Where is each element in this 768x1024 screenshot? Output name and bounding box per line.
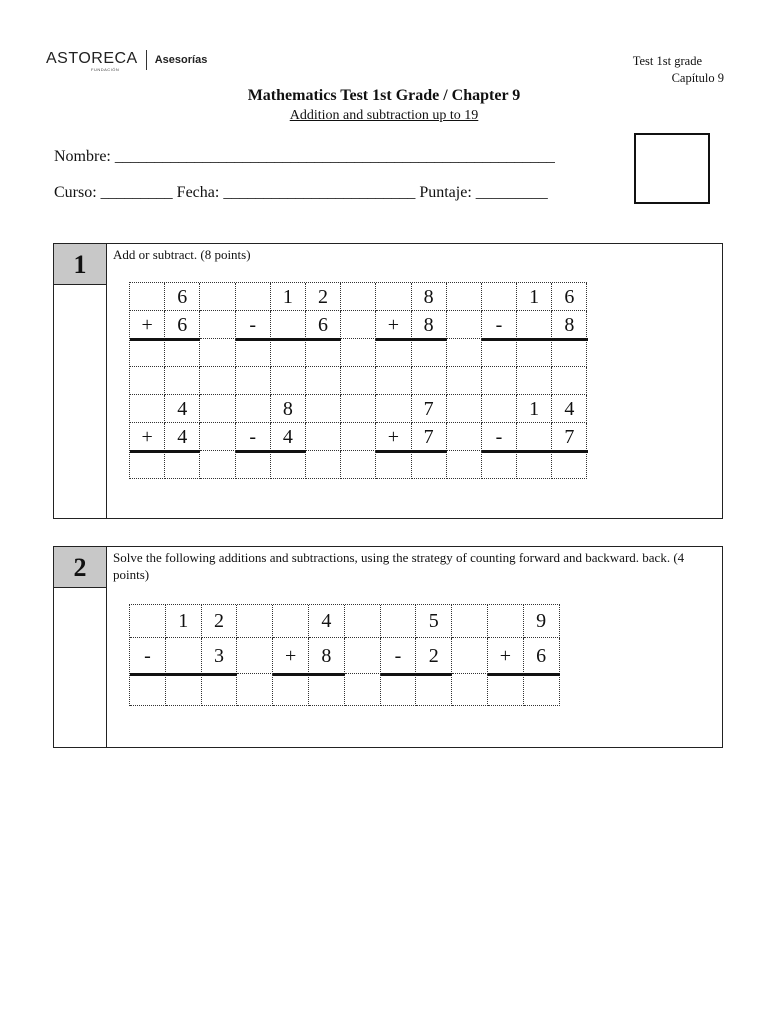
grid-cell[interactable] xyxy=(447,367,482,395)
section-1-instruction: Add or subtract. (8 points) xyxy=(113,247,251,262)
grid-cell[interactable]: 6 xyxy=(165,283,200,311)
grid-cell[interactable] xyxy=(412,451,447,479)
grid-cell[interactable] xyxy=(237,674,273,706)
grid-cell[interactable]: 4 xyxy=(552,395,587,423)
grid-cell[interactable] xyxy=(306,395,341,423)
logo-wordmark: ASTORECA xyxy=(46,50,138,67)
grid-cell[interactable] xyxy=(376,451,411,479)
grid-cell[interactable]: 3 xyxy=(202,638,238,674)
grid-cell[interactable] xyxy=(166,638,202,674)
grid-cell[interactable]: - xyxy=(482,311,517,339)
answer-line xyxy=(236,338,342,341)
section-2-instruction: Solve the following additions and subtractions, using the strategy of counting forward and backward. back. (4 points) xyxy=(113,550,685,582)
grid-cell[interactable] xyxy=(447,339,482,367)
grid-cell[interactable] xyxy=(517,451,552,479)
course-date-score-line[interactable]: Curso: _________ Fecha: ________________________ Puntaje: _________ xyxy=(54,184,548,201)
grid-cell[interactable]: 1 xyxy=(271,283,306,311)
grid-cell[interactable] xyxy=(200,395,235,423)
grid-cell[interactable] xyxy=(166,674,202,706)
grid-cell[interactable] xyxy=(341,423,376,451)
grid-cell[interactable] xyxy=(376,283,411,311)
grid-cell[interactable]: 8 xyxy=(552,311,587,339)
grid-cell[interactable] xyxy=(381,605,417,638)
grid-cell[interactable]: - xyxy=(130,638,166,674)
grid-cell[interactable] xyxy=(552,451,587,479)
grid-cell[interactable] xyxy=(341,451,376,479)
grid-cell[interactable] xyxy=(236,339,271,367)
grid-cell[interactable] xyxy=(306,367,341,395)
grid-cell[interactable]: 8 xyxy=(309,638,345,674)
answer-line xyxy=(488,673,560,676)
grid-cell[interactable] xyxy=(552,339,587,367)
grid-cell[interactable] xyxy=(273,605,309,638)
page-title: Mathematics Test 1st Grade / Chapter 9 xyxy=(247,87,521,104)
grid-cell[interactable]: 6 xyxy=(165,311,200,339)
grid-cell[interactable]: 8 xyxy=(412,311,447,339)
grid-cell[interactable] xyxy=(341,339,376,367)
grid-cell[interactable]: + xyxy=(273,638,309,674)
grid-cell[interactable] xyxy=(165,367,200,395)
grid-cell[interactable] xyxy=(416,674,452,706)
grid-cell[interactable] xyxy=(200,339,235,367)
grid-cell[interactable] xyxy=(130,674,166,706)
grid-cell[interactable] xyxy=(306,339,341,367)
grid-cell[interactable]: 6 xyxy=(524,638,560,674)
grid-cell[interactable] xyxy=(130,395,165,423)
grid-cell[interactable] xyxy=(488,674,524,706)
grid-cell[interactable] xyxy=(345,674,381,706)
grid-cell[interactable] xyxy=(271,311,306,339)
chapter-label: Capítulo 9 xyxy=(671,71,724,85)
grid-cell[interactable] xyxy=(524,674,560,706)
grid-cell[interactable] xyxy=(236,451,271,479)
astoreca-logo xyxy=(46,50,207,70)
grid-cell[interactable]: 5 xyxy=(416,605,452,638)
answer-line xyxy=(376,450,446,453)
section-2-grid[interactable] xyxy=(129,604,560,706)
grid-cell[interactable]: 8 xyxy=(271,395,306,423)
grid-cell[interactable] xyxy=(452,638,488,674)
section-1-grid[interactable] xyxy=(129,282,587,479)
section-2-number-column xyxy=(54,547,107,747)
grid-cell[interactable]: 6 xyxy=(306,311,341,339)
grid-cell[interactable] xyxy=(447,311,482,339)
grid-cell[interactable] xyxy=(517,367,552,395)
grid-cell[interactable] xyxy=(236,395,271,423)
grid-cell[interactable]: 4 xyxy=(271,423,306,451)
test-grade-label: Test 1st grade xyxy=(632,54,702,68)
grid-cell[interactable] xyxy=(345,605,381,638)
grid-cell[interactable] xyxy=(341,395,376,423)
grid-cell[interactable] xyxy=(165,451,200,479)
grid-cell[interactable] xyxy=(517,311,552,339)
grid-cell[interactable]: + xyxy=(376,311,411,339)
grid-cell[interactable] xyxy=(482,339,517,367)
grid-cell[interactable]: + xyxy=(130,423,165,451)
grid-cell[interactable] xyxy=(200,367,235,395)
grid-cell[interactable] xyxy=(165,339,200,367)
grid-cell[interactable] xyxy=(306,423,341,451)
grid-cell[interactable] xyxy=(130,451,165,479)
grid-cell[interactable] xyxy=(130,339,165,367)
grid-cell[interactable]: 7 xyxy=(552,423,587,451)
grid-cell[interactable]: 2 xyxy=(306,283,341,311)
grid-cell[interactable] xyxy=(482,283,517,311)
grid-cell[interactable] xyxy=(200,311,235,339)
grid-cell[interactable] xyxy=(488,605,524,638)
grid-cell[interactable] xyxy=(271,451,306,479)
grid-cell[interactable] xyxy=(517,339,552,367)
grid-cell[interactable] xyxy=(376,339,411,367)
grid-cell[interactable] xyxy=(482,451,517,479)
grid-cell[interactable]: + xyxy=(376,423,411,451)
answer-line xyxy=(130,338,200,341)
grid-cell[interactable] xyxy=(341,283,376,311)
grid-cell[interactable]: - xyxy=(236,311,271,339)
grid-cell[interactable] xyxy=(345,638,381,674)
grid-cell[interactable] xyxy=(202,674,238,706)
grid-cell[interactable]: 2 xyxy=(416,638,452,674)
grid-cell[interactable] xyxy=(130,605,166,638)
grid-cell[interactable] xyxy=(482,395,517,423)
grid-cell[interactable] xyxy=(200,451,235,479)
answer-line xyxy=(482,450,588,453)
grid-cell[interactable]: - xyxy=(236,423,271,451)
grid-cell[interactable]: 7 xyxy=(412,423,447,451)
name-field-line[interactable]: Nombre: _______________________________________________________ xyxy=(54,148,555,165)
answer-line xyxy=(130,673,237,676)
grid-cell[interactable] xyxy=(447,423,482,451)
grid-cell[interactable] xyxy=(306,451,341,479)
grid-cell[interactable]: + xyxy=(130,311,165,339)
grid-cell[interactable] xyxy=(447,395,482,423)
section-1 xyxy=(53,243,723,519)
grid-cell[interactable] xyxy=(236,367,271,395)
grid-cell[interactable]: 8 xyxy=(412,283,447,311)
grid-cell[interactable] xyxy=(447,283,482,311)
grid-cell[interactable]: 4 xyxy=(309,605,345,638)
grid-cell[interactable]: - xyxy=(381,638,417,674)
score-box[interactable] xyxy=(634,133,710,204)
grid-cell[interactable]: - xyxy=(482,423,517,451)
grid-cell[interactable] xyxy=(237,638,273,674)
grid-cell[interactable] xyxy=(447,451,482,479)
grid-cell[interactable] xyxy=(271,367,306,395)
grid-cell[interactable] xyxy=(341,311,376,339)
section-2-number: 2 xyxy=(54,547,106,588)
section-1-number-column xyxy=(54,244,107,518)
grid-cell[interactable]: 1 xyxy=(166,605,202,638)
grid-cell[interactable]: 4 xyxy=(165,395,200,423)
page-subtitle: Addition and subtraction up to 19 xyxy=(289,108,479,123)
grid-cell[interactable] xyxy=(273,674,309,706)
grid-cell[interactable] xyxy=(200,423,235,451)
grid-cell[interactable] xyxy=(376,395,411,423)
grid-cell[interactable]: 4 xyxy=(165,423,200,451)
grid-cell[interactable] xyxy=(381,674,417,706)
grid-cell[interactable] xyxy=(412,367,447,395)
answer-line xyxy=(236,450,306,453)
grid-cell[interactable] xyxy=(552,367,587,395)
grid-cell[interactable] xyxy=(376,367,411,395)
grid-cell[interactable] xyxy=(452,674,488,706)
logo-divider xyxy=(146,50,147,70)
grid-cell[interactable]: 6 xyxy=(552,283,587,311)
grid-cell[interactable] xyxy=(130,283,165,311)
grid-cell[interactable] xyxy=(517,423,552,451)
grid-cell[interactable] xyxy=(412,339,447,367)
grid-cell[interactable] xyxy=(341,367,376,395)
answer-line xyxy=(482,338,588,341)
answer-line xyxy=(381,673,453,676)
grid-cell[interactable]: 1 xyxy=(517,283,552,311)
grid-cell[interactable] xyxy=(482,367,517,395)
grid-cell[interactable]: + xyxy=(488,638,524,674)
logo-subtext: FUNDACIÓN xyxy=(91,67,120,72)
grid-cell[interactable] xyxy=(452,605,488,638)
grid-cell[interactable]: 9 xyxy=(524,605,560,638)
answer-line xyxy=(376,338,446,341)
grid-cell[interactable] xyxy=(236,283,271,311)
logo-department: Asesorías xyxy=(154,54,208,66)
section-1-number: 1 xyxy=(54,244,106,285)
test-meta xyxy=(633,53,724,87)
grid-cell[interactable] xyxy=(309,674,345,706)
answer-line xyxy=(130,450,200,453)
grid-cell[interactable] xyxy=(130,367,165,395)
grid-cell[interactable] xyxy=(200,283,235,311)
grid-cell[interactable]: 7 xyxy=(412,395,447,423)
grid-cell[interactable]: 2 xyxy=(202,605,238,638)
grid-cell[interactable] xyxy=(237,605,273,638)
grid-cell[interactable] xyxy=(271,339,306,367)
answer-line xyxy=(273,673,345,676)
grid-cell[interactable]: 1 xyxy=(517,395,552,423)
section-2 xyxy=(53,546,723,748)
